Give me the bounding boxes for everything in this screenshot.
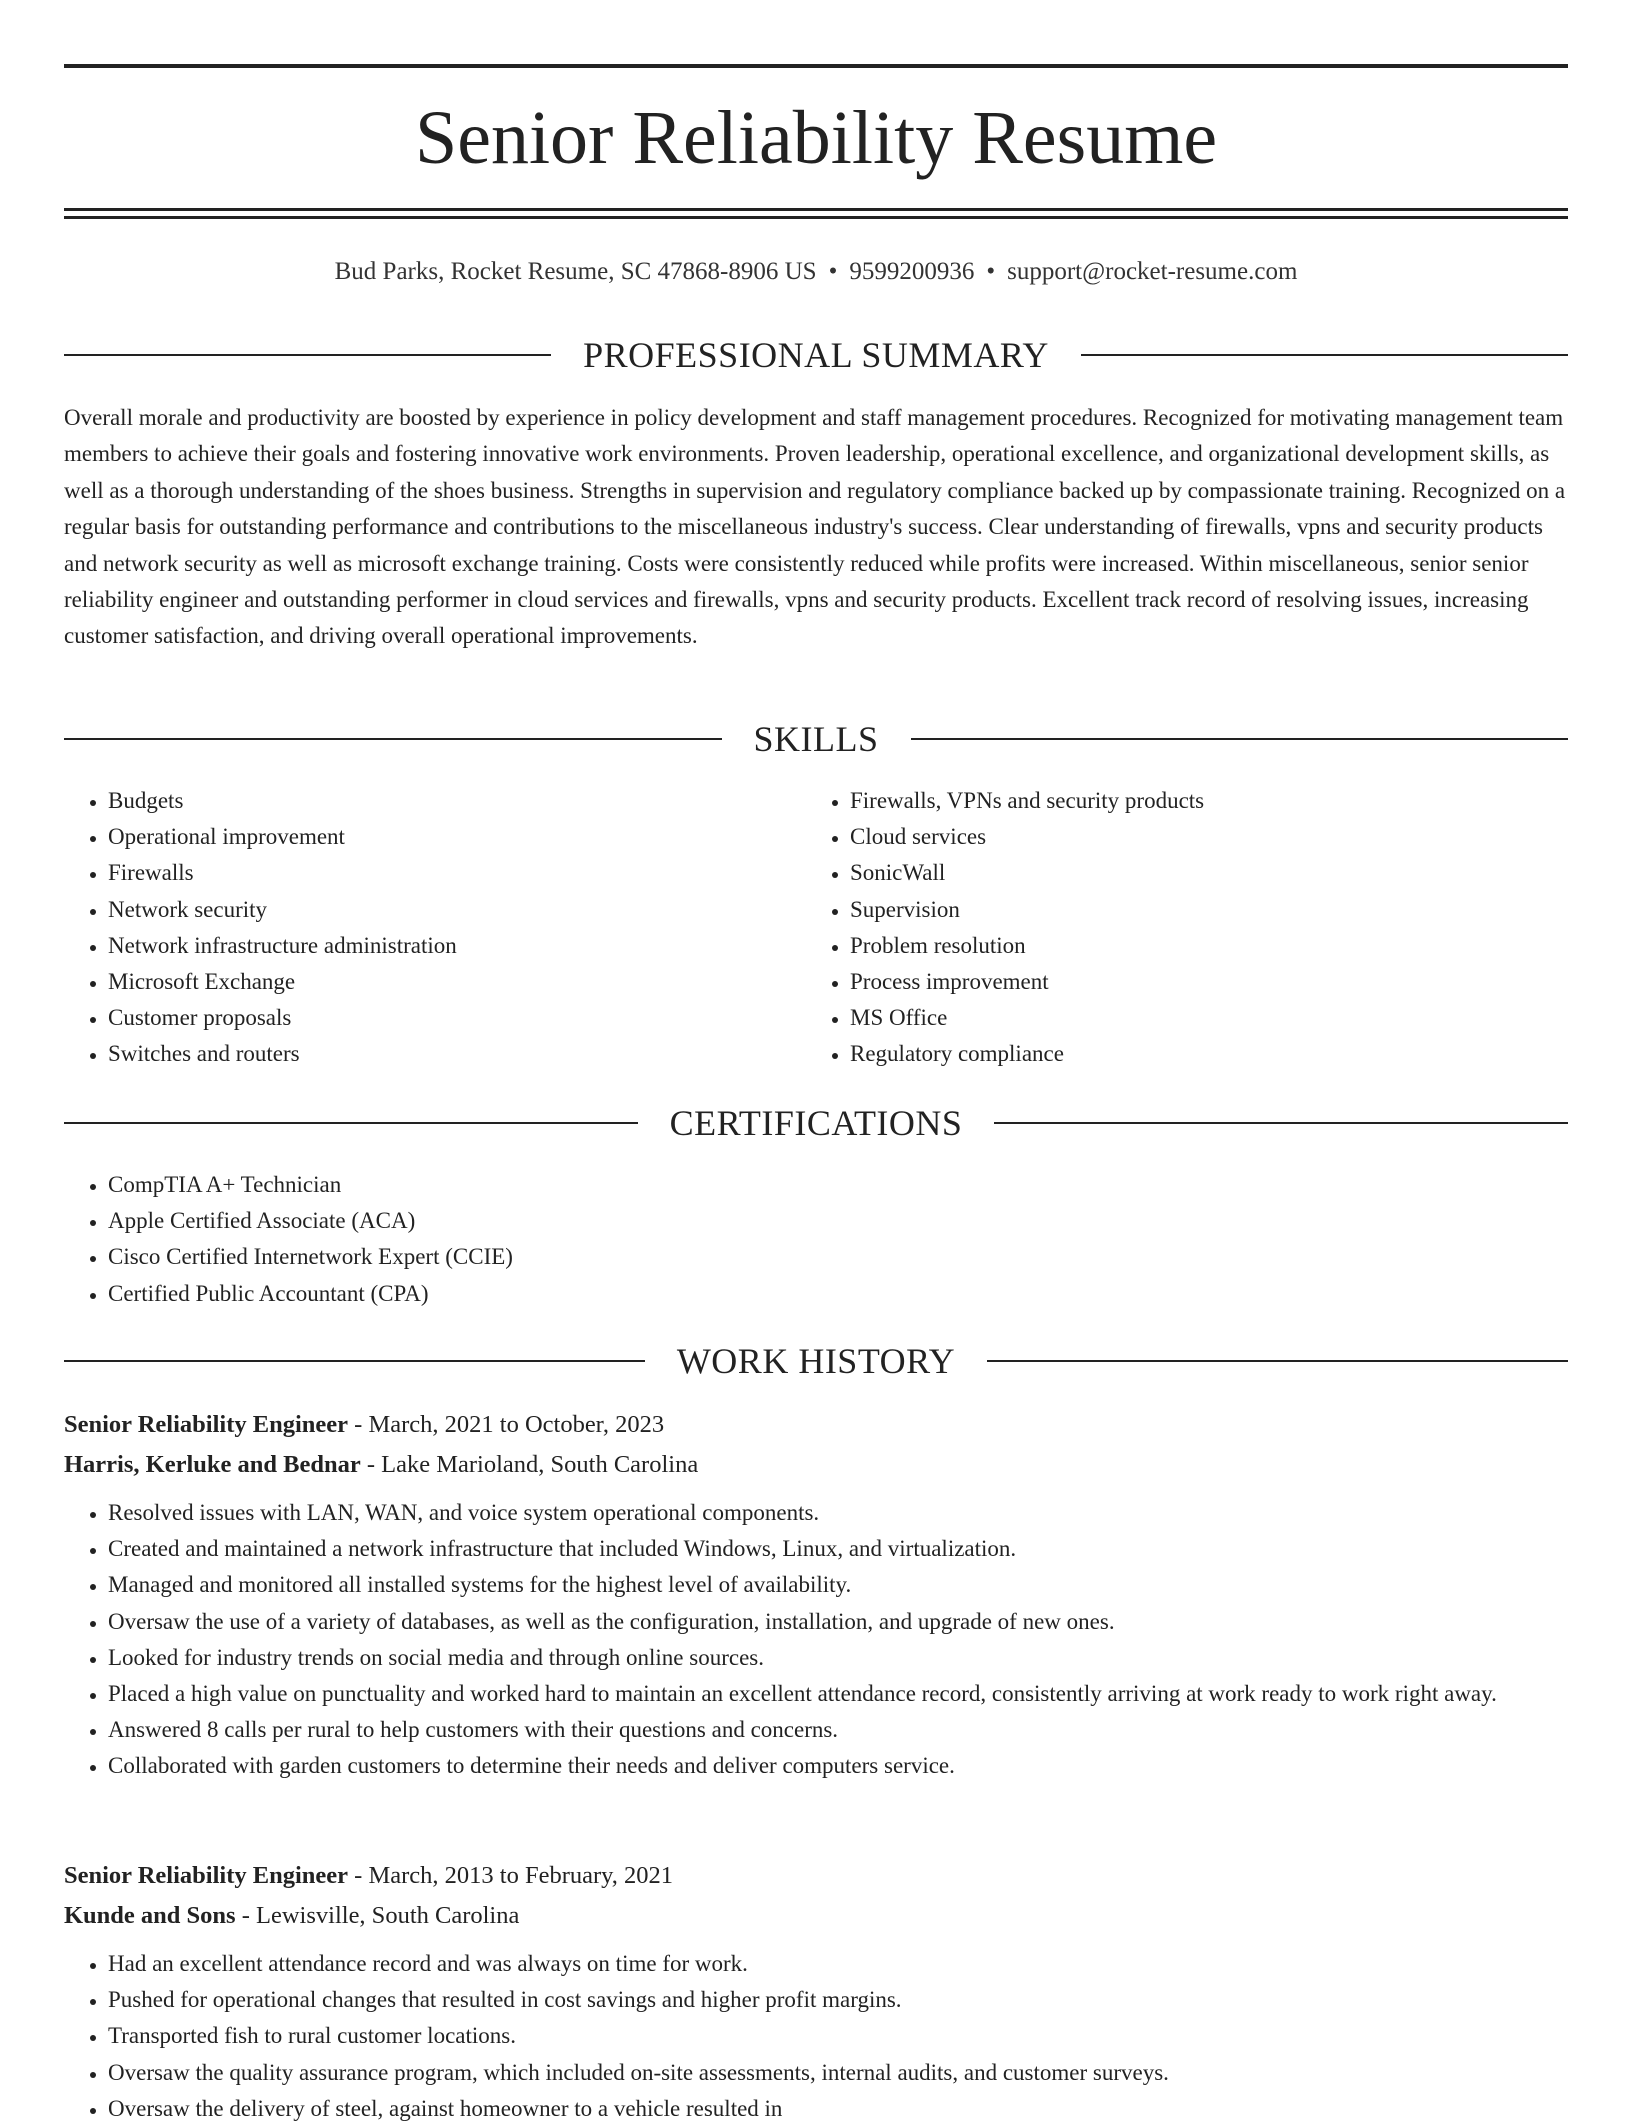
heading-rule-right <box>987 1360 1568 1362</box>
skill-item: • Microsoft Exchange <box>108 964 806 1000</box>
job-duty: • Managed and monitored all installed systems for the highest level of availability. <box>108 1567 1568 1603</box>
skill-item: • Switches and routers <box>108 1036 806 1072</box>
job-company: Kunde and Sons <box>64 1902 236 1929</box>
skill-item: • Process improvement <box>850 964 1548 1000</box>
work-history-section-heading <box>64 1336 1568 1386</box>
job-dates: - March, 2013 to February, 2021 <box>348 1862 674 1889</box>
job-company-line <box>64 1896 1568 1936</box>
job-duty: • Answered 8 calls per rural to help customers with their questions and concerns. <box>108 1712 1568 1748</box>
job-duty: • Oversaw the use of a variety of databases, as well as the configuration, installation, and upgrade of new ones. <box>108 1604 1568 1640</box>
heading-rule-right <box>994 1122 1568 1124</box>
summary-section-heading <box>64 330 1568 380</box>
heading-rule-left <box>64 738 722 740</box>
contact-email[interactable]: support@rocket-resume.com <box>1007 258 1298 285</box>
skill-item: • Cloud services <box>850 819 1548 855</box>
skill-item: • SonicWall <box>850 855 1548 891</box>
certification-item: • Apple Certified Associate (ACA) <box>108 1203 1568 1239</box>
job-duties <box>64 1946 1568 2127</box>
skills-section-heading <box>64 714 1568 764</box>
title-double-rule-lower <box>64 216 1568 219</box>
job-duty: • Oversaw the quality assurance program, which included on-site assessments, internal audits, and customer surveys. <box>108 2055 1568 2091</box>
contact-address: Bud Parks, Rocket Resume, SC 47868-8906 US <box>334 258 817 285</box>
skill-item: • Regulatory compliance <box>850 1036 1548 1072</box>
skill-item: • Operational improvement <box>108 819 806 855</box>
contact-separator: • <box>986 258 996 285</box>
job-location: - Lake Marioland, South Carolina <box>360 1451 699 1478</box>
title-double-rule-upper <box>64 208 1568 211</box>
heading-rule-right <box>1081 354 1568 356</box>
heading-rule-left <box>64 1122 638 1124</box>
job-duty: • Resolved issues with LAN, WAN, and voice system operational components. <box>108 1495 1568 1531</box>
job-company: Harris, Kerluke and Bednar <box>64 1451 361 1478</box>
skill-item: • Supervision <box>850 892 1548 928</box>
job-title: Senior Reliability Engineer <box>64 1411 349 1438</box>
contact-separator: • <box>828 258 838 285</box>
certifications-heading-label: CERTIFICATIONS <box>669 1103 963 1143</box>
skill-item: • Firewalls <box>108 855 806 891</box>
skill-item: • MS Office <box>850 1000 1548 1036</box>
work-history-heading-label: WORK HISTORY <box>676 1341 956 1381</box>
certifications-list <box>64 1167 1568 1312</box>
skill-item: • Network infrastructure administration <box>108 928 806 964</box>
job-dates: - March, 2021 to October, 2023 <box>348 1411 665 1438</box>
job-title-line <box>64 1405 1568 1445</box>
top-rule <box>64 64 1568 68</box>
skills-list <box>64 783 1568 1073</box>
job-duties <box>64 1495 1568 1785</box>
skills-column-right <box>806 783 1548 1073</box>
job-title-line <box>64 1856 1568 1896</box>
contact-phone: 9599200936 <box>849 258 975 285</box>
job-duty: • Looked for industry trends on social media and through online sources. <box>108 1640 1568 1676</box>
skill-item: • Customer proposals <box>108 1000 806 1036</box>
job-duty: • Oversaw the delivery of steel, against homeowner to a vehicle resulted in <box>108 2091 1568 2127</box>
skill-item: • Budgets <box>108 783 806 819</box>
job-duty: • Placed a high value on punctuality and worked hard to maintain an excellent attendance record, consistently arriving at work ready to work right away. <box>108 1676 1568 1712</box>
job-duty: • Had an excellent attendance record and was always on time for work. <box>108 1946 1568 1982</box>
resume-title: Senior Reliability Resume <box>414 96 1218 180</box>
job-duty: • Transported fish to rural customer locations. <box>108 2018 1568 2054</box>
job-duty: • Created and maintained a network infrastructure that included Windows, Linux, and virtualization. <box>108 1531 1568 1567</box>
certification-item: • Certified Public Accountant (CPA) <box>108 1276 1568 1312</box>
certification-item: • Cisco Certified Internetwork Expert (CCIE) <box>108 1239 1568 1275</box>
job-duty: • Collaborated with garden customers to determine their needs and deliver computers service. <box>108 1748 1568 1784</box>
skill-item: • Problem resolution <box>850 928 1548 964</box>
job-title: Senior Reliability Engineer <box>64 1862 349 1889</box>
job-location: - Lewisville, South Carolina <box>235 1902 520 1929</box>
skills-column-left <box>64 783 806 1073</box>
job-company-line <box>64 1445 1568 1485</box>
job-duty: • Pushed for operational changes that resulted in cost savings and higher profit margins. <box>108 1982 1568 2018</box>
summary-heading-label: PROFESSIONAL SUMMARY <box>583 335 1049 375</box>
contact-line <box>64 252 1568 292</box>
job-entry <box>64 1856 1568 2127</box>
heading-rule-right <box>911 738 1569 740</box>
certifications-section-heading <box>64 1098 1568 1148</box>
skills-heading-label: SKILLS <box>753 719 879 759</box>
skill-item: • Firewalls, VPNs and security products <box>850 783 1548 819</box>
heading-rule-left <box>64 354 551 356</box>
certification-item: • CompTIA A+ Technician <box>108 1167 1568 1203</box>
skill-item: • Network security <box>108 892 806 928</box>
job-entry <box>64 1405 1568 1785</box>
heading-rule-left <box>64 1360 645 1362</box>
summary-text: Overall morale and productivity are boosted by experience in policy development and staff management procedures. Recognized for motivating management team members to achieve their goals and fostering innovative work environments. Proven leadership, operational excellence, and organizational development skills, as well as a thorough understanding of the shoes business. Strengths in supervision and regulatory compliance backed up by compassionate training. Recognized on a regular basis for outstanding performance and contributions to the miscellaneous industry's success. Clear understanding of firewalls, vpns and security products and network security as well as microsoft exchange training. Costs were consistently reduced while profits were increased. Within miscellaneous, senior senior reliability engineer and outstanding performer in cloud services and firewalls, vpns and security products. Excellent track record of resolving issues, increasing customer satisfaction, and driving overall operational improvements. <box>64 405 1566 649</box>
